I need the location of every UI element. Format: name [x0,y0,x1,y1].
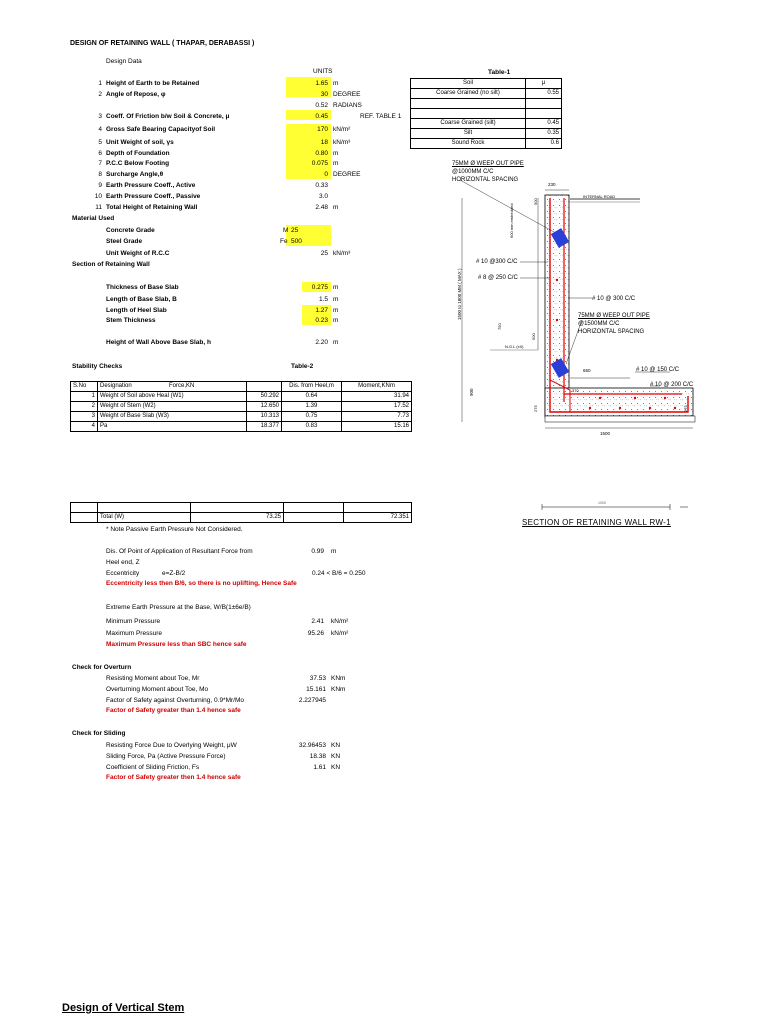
stability-total-table [70,502,412,523]
table-cell: 15.16 [342,422,412,432]
input-value[interactable]: 1.65 [315,80,328,87]
total-moment: 72.351 [344,513,412,523]
height-value: 2.20 [315,339,328,346]
weep-top-label: 75MM Ø WEEP OUT PIPE [452,161,524,167]
rcc-value: 25 [320,250,328,257]
section-label: Length of Base Slab, B [106,296,177,303]
stability-heading: Stability Checks [72,363,123,370]
input-unit: kN/m² [333,126,351,133]
drawing-caption: SECTION OF RETAINING WALL RW-1 [522,518,671,527]
units-label: UNITS [313,68,333,75]
section-value: 1.5 [318,296,328,303]
input-unit: kN/m³ [333,139,351,146]
input-value[interactable]: 0 [324,171,328,178]
rebar1-label: # 10 @300 C/C [476,259,518,265]
input-label: Unit Weight of soil, γs [106,139,174,146]
overturn-label: Factor of Safety against Overturning, 0.9*Mr/Mo [106,697,245,704]
total-label: Total (W) [98,513,191,523]
input-value[interactable]: 18 [320,139,328,146]
overturn-value: 2.227945 [298,697,326,704]
weep-top-label2: @1000MM C/C [452,169,494,175]
input-value[interactable]: 30 [320,91,328,98]
table-row [71,422,412,432]
dim-500: 500 [533,198,538,205]
table-row [411,109,562,119]
table-cell: 10.313 [247,412,282,422]
page-title: DESIGN OF RETAINING WALL ( THAPAR, DERABASSI ) [70,40,255,47]
ngl-label: N.G.L (±0) [505,344,524,349]
sliding-value: 32.96453 [298,742,326,749]
dim-500b: 500 [531,333,536,340]
section-unit: m [333,284,339,291]
table-cell: 0.45 [526,119,562,129]
table-cell [71,503,98,513]
input-no: 8 [98,171,102,178]
ecc-label: Eccentricity [106,570,140,577]
min-pressure-unit: kN/m² [331,618,349,625]
input-label: Angle of Repose, φ [106,91,166,98]
overturn-value: 37.53 [309,675,326,682]
table-cell: 1 [71,392,98,402]
section-value[interactable]: 0.275 [311,284,328,291]
overturn-unit: KNm [331,686,346,693]
rebar5-label: # 10 @ 200 C/C [650,382,694,388]
table-cell [411,109,526,119]
rebar3-label: # 10 @ 300 C/C [592,296,636,302]
table-cell: Weight of Base Slab (W3) [98,412,247,422]
input-no: 5 [98,139,102,146]
overturn-label: Overturning Moment about Toe, Mo [106,686,209,693]
table-cell [191,503,284,513]
resultant-z-value: 0.99 [311,548,324,555]
rcc-label: Unit Weight of R.C.C [106,250,170,257]
total-force: 73.25 [191,513,284,523]
weep-top-leader [460,180,554,232]
height-unit: m [333,339,339,346]
table-row [411,99,562,109]
sliding-unit: KN [331,742,341,749]
input-no: 10 [94,193,102,200]
input-label: Coeff. Of Friction b/w Soil & Concrete, μ [106,113,230,120]
table-cell [411,99,526,109]
input-label: Height of Earth to be Retained [106,80,200,87]
sliding-label: Coefficient of Sliding Friction, Fs [106,764,200,771]
table2-title: Table-2 [291,363,314,370]
section-label: Thickness of Base Slab [106,284,179,291]
input-value[interactable]: 0.45 [315,113,328,120]
table-cell: 4 [71,422,98,432]
section-label: Length of Heel Slab [106,307,167,314]
dim-370: 370 [572,388,579,393]
ref-table-label: REF. TABLE 1 [360,113,402,120]
design-data-label: Design Data [106,58,142,65]
ecc-message: Eccentricity less then B/6, so there is no uplifting, Hence Safe [106,580,297,587]
max-pressure-label: Maximum Pressure [106,630,162,637]
section-unit: m [333,317,339,324]
scale-bar-label: 1000 [598,501,606,505]
max-pressure-value: 95.26 [307,630,324,637]
dim-900: 900 [469,388,474,396]
concrete-prefix: M [283,227,289,234]
overturn-label: Resisting Moment about Toe, Mr [106,675,200,682]
dim-230: 230 [548,182,556,187]
sliding-label: Sliding Force, Pa (Active Pressure Force) [106,753,226,760]
ecc-check: 0.24 < B/6 = 0.250 [312,570,366,577]
table-cell: 2 [71,402,98,412]
weep-top-label3: HORIZONTAL SPACING [452,177,519,183]
table-row [71,382,412,392]
table-row [411,119,562,129]
input-no: 6 [98,150,102,157]
table-cell: 0.55 [526,89,562,99]
table-row [71,392,412,402]
footer-heading: Design of Vertical Stem [62,1002,185,1014]
table-cell: 0.75 [282,412,342,422]
input-no: 1 [98,80,102,87]
dim-height-label: 1500 to 1800 MM ( MAX ) [457,268,462,320]
overturn-heading: Check for Overturn [72,664,132,671]
table-cell: 0.35 [526,129,562,139]
input-no: 4 [98,126,102,133]
table-cell [526,99,562,109]
table-cell: 3 [71,412,98,422]
table-cell: 18.377 [247,422,282,432]
table-cell: 31.94 [342,392,412,402]
table-cell: 17.52 [342,402,412,412]
dim-1500: 1500 [600,431,611,436]
dim-275b: 275 [683,405,688,412]
resultant-line2: Heel end, Z [106,559,140,566]
input-label: P.C.C Below Footing [106,160,170,167]
table-header: Force,KN [167,382,247,392]
table-cell [526,109,562,119]
weep-mid-label3: HORIZONTAL SPACING [578,329,645,335]
sliding-label: Resisting Force Due to Overlying Weight, μW [106,742,237,749]
stability-note: * Note Passive Earth Pressure Not Considered. [106,526,243,533]
weep-mid-label2: @1500MM C/C [578,321,620,327]
table-cell [71,513,98,523]
table-header: Designation [98,382,168,392]
input-label: Depth of Foundation [106,150,170,157]
min-pressure-label: Minimum Pressure [106,618,161,625]
table-header: Moment,KNm [342,382,412,392]
table-row [71,513,412,523]
table-cell: 50.292 [247,392,282,402]
overturn-unit: KNm [331,675,346,682]
input-no: 2 [98,91,102,98]
input-label: Earth Pressure Coeff., Passive [106,193,201,200]
input-label: Total Height of Retaining Wall [106,204,198,211]
concrete-value[interactable]: 25 [291,227,299,234]
resultant-line1: Dis. Of Point of Application of Resultant Force from [106,548,253,555]
steel-prefix: Fe [280,238,288,245]
dim-650: 650 [583,368,591,373]
section-value[interactable]: 0.23 [315,317,328,324]
table-cell: Weight of Soil above Heal (W1) [98,392,247,402]
table-cell: Pa [98,422,247,432]
steel-label: Steel Grade [106,238,143,245]
table-row [411,79,562,89]
sliding-unit: KN [331,764,341,771]
table-row [411,89,562,99]
input-value: 0.33 [315,182,328,189]
steel-value[interactable]: 500 [291,238,302,245]
input-label: Earth Pressure Coeff., Active [106,182,196,189]
input-label: Surcharge Angle,θ [106,171,164,178]
rebar-line-outer [550,198,688,412]
sliding-heading: Check for Sliding [72,730,126,737]
sliding-value: 18.38 [309,753,326,760]
table-row [411,129,562,139]
material-heading: Material Used [72,215,115,222]
table-cell [344,503,412,513]
table1 [410,78,562,149]
scale-bar [540,500,690,514]
sliding-message: Factor of Safety greater then 1.4 hence safe [106,774,241,781]
table-row [411,139,562,149]
input-label: Gross Safe Bearing Capacityof Soil [106,126,216,133]
input-value[interactable]: 0.075 [311,160,328,167]
input-unit: DEGREE [333,171,361,178]
input-unit: DEGREE [333,91,361,98]
overturn-message: Factor of Safety greater than 1.4 hence safe [106,707,241,714]
dim-275a: 275 [533,405,538,412]
table-cell: 0.83 [282,422,342,432]
section-unit: m [333,296,339,303]
table-cell: Sound Rock [411,139,526,149]
height-label: Height of Wall Above Base Slab, h [106,339,211,346]
ecc-formula: e=Z-B/2 [162,570,186,577]
input-value[interactable]: 170 [317,126,328,133]
table-row [71,412,412,422]
concrete-label: Concrete Grade [106,227,155,234]
internal-road-label: INTERNAL ROAD [583,194,616,199]
table1-title: Table-1 [488,69,511,76]
section-label: Stem Thickness [106,317,156,324]
table-row [71,402,412,412]
input-value[interactable]: 0.80 [315,150,328,157]
retaining-wall-drawing [420,150,710,550]
input-value: 0.52 [315,102,328,109]
rcc-unit: kN/m³ [333,250,351,257]
section-unit: m [333,307,339,314]
embedded-label: 600 mm embedded [509,203,514,238]
table-cell [284,513,344,523]
table-header: S.No [71,382,98,392]
dim-750: 750 [497,323,502,330]
input-unit: m [333,160,339,167]
table-cell: Coarse Grained (no silt) [411,89,526,99]
table-cell: Weight of Stem (W2) [98,402,247,412]
table-row [71,503,412,513]
table-cell: 1.39 [282,402,342,412]
input-no: 3 [98,113,102,120]
sliding-unit: KN [331,753,341,760]
overturn-value: 15.161 [306,686,326,693]
table-cell: 12.650 [247,402,282,412]
input-no: 7 [98,160,102,167]
section-heading: Section of Retaining Wall [72,261,150,268]
input-no: 9 [98,182,102,189]
input-value: 2.48 [315,204,328,211]
table-cell: 0.64 [282,392,342,402]
stability-table [70,381,412,432]
input-unit: m [333,80,339,87]
min-pressure-value: 2.41 [311,618,324,625]
input-unit: m [333,204,339,211]
table-cell: Coarse Grained (silt) [411,119,526,129]
table-cell [284,503,344,513]
pressure-message: Maximum Pressure less than SBC hence safe [106,641,247,648]
section-value[interactable]: 1.27 [315,307,328,314]
input-value: 3.0 [318,193,328,200]
max-pressure-unit: kN/m² [331,630,349,637]
table-header: Dis. from Heel,m [282,382,342,392]
rebar2-label: # 8 @ 250 C/C [478,275,518,281]
weep-mid-label: 75MM Ø WEEP OUT PIPE [578,313,650,319]
pressure-heading: Extreme Earth Pressure at the Base, W/B(1±6e/B) [106,604,251,611]
table-header: Soil [411,79,526,89]
table-cell: 0.6 [526,139,562,149]
table-cell: 7.73 [342,412,412,422]
rebar4-label: # 10 @ 150 C/C [636,367,680,373]
table-header: μ [526,79,562,89]
resultant-z-unit: m [331,548,337,555]
input-no: 11 [95,204,102,211]
input-unit: RADIANS [333,102,362,109]
table-cell [98,503,191,513]
input-unit: m [333,150,339,157]
sliding-value: 1.61 [313,764,326,771]
table-cell [247,382,282,392]
pcc-layer [545,416,695,422]
table-cell: Silt [411,129,526,139]
